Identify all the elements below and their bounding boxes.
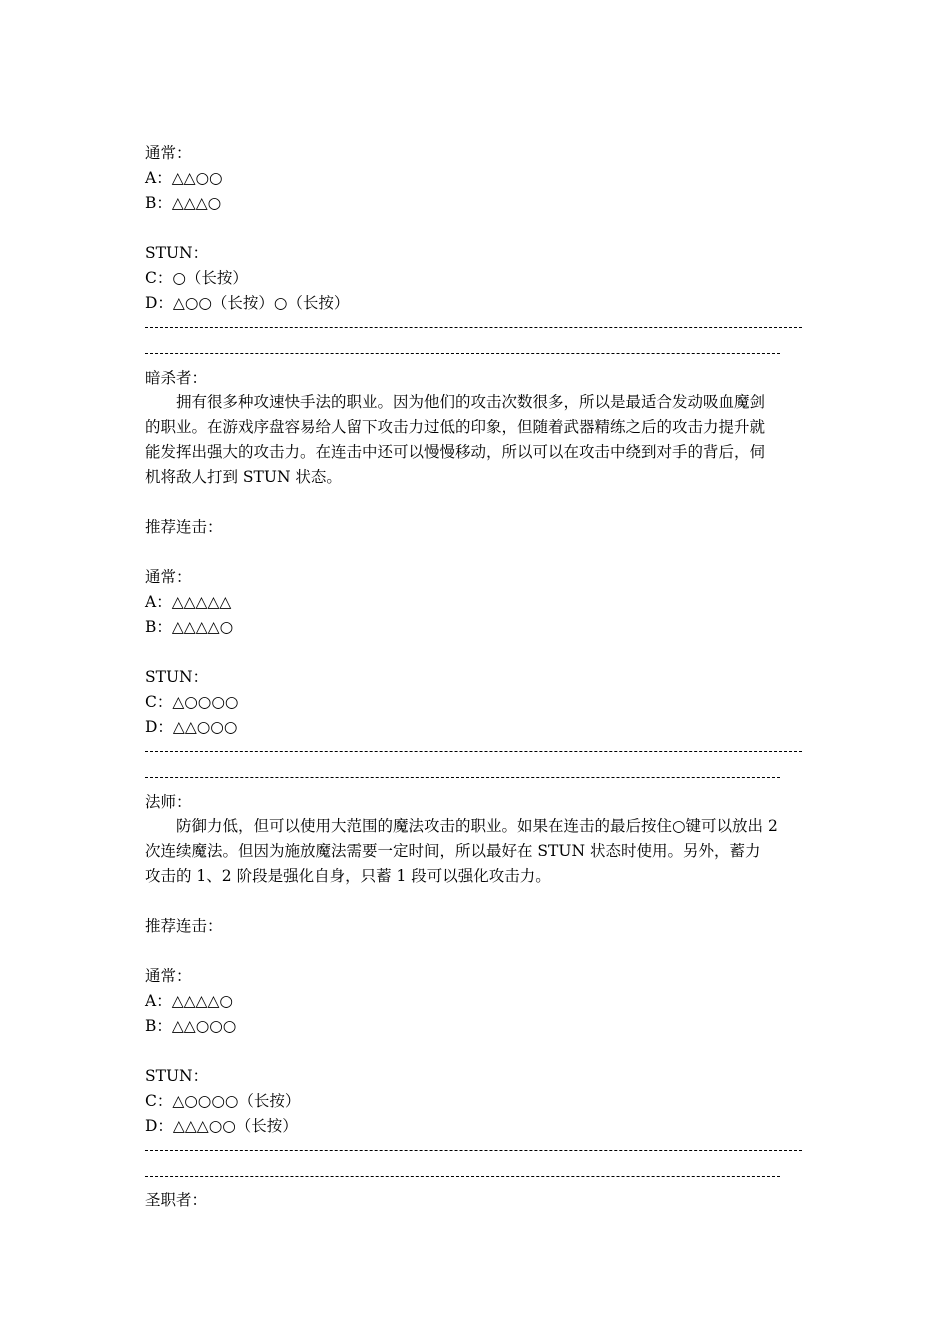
normal-label: 通常： <box>145 144 192 162</box>
section-title-mage: 法师： <box>145 793 192 811</box>
assassin-desc-line: 机将敌人打到 STUN 状态。 <box>145 468 342 486</box>
combo-c: C：△○○○○（长按） <box>145 1092 301 1110</box>
combo-a: A：△△○○ <box>145 169 223 187</box>
recommended-label: 推荐连击： <box>145 518 223 536</box>
divider <box>145 1176 780 1177</box>
section-title-priest: 圣职者： <box>145 1191 208 1209</box>
recommended-label: 推荐连击： <box>145 917 223 935</box>
divider <box>145 1150 802 1151</box>
divider <box>145 327 802 328</box>
normal-label: 通常： <box>145 568 192 586</box>
divider <box>145 751 802 752</box>
divider <box>145 353 780 354</box>
assassin-desc-line: 拥有很多种攻速快手法的职业。因为他们的攻击次数很多，所以是最适合发动吸血魔剑 <box>145 393 766 411</box>
mage-desc-line: 攻击的 1、2 阶段是强化自身，只蓄 1 段可以强化攻击力。 <box>145 867 551 885</box>
assassin-desc-line: 的职业。在游戏序盘容易给人留下攻击力过低的印象，但随着武器精练之后的攻击力提升就 <box>145 418 766 436</box>
combo-b: B：△△△△○ <box>145 618 234 636</box>
combo-b: B：△△△○ <box>145 194 222 212</box>
combo-c: C：○（长按） <box>145 269 248 287</box>
combo-d: D：△△△○○（长按） <box>145 1117 298 1135</box>
stun-label: STUN： <box>145 668 209 686</box>
mage-desc-line: 次连续魔法。但因为施放魔法需要一定时间，所以最好在 STUN 状态时使用。另外，蓄力 <box>145 842 761 860</box>
mage-desc-line: 防御力低，但可以使用大范围的魔法攻击的职业。如果在连击的最后按住○键可以放出 2 <box>145 817 778 835</box>
stun-label: STUN： <box>145 1067 209 1085</box>
divider <box>145 777 780 778</box>
combo-b: B：△△○○○ <box>145 1017 237 1035</box>
normal-label: 通常： <box>145 967 192 985</box>
section-title-assassin: 暗杀者： <box>145 369 208 387</box>
combo-a: A：△△△△△ <box>145 593 232 611</box>
combo-d: D：△○○（长按）○（长按） <box>145 294 350 312</box>
combo-a: A：△△△△○ <box>145 992 233 1010</box>
combo-d: D：△△○○○ <box>145 718 238 736</box>
combo-c: C：△○○○○ <box>145 693 239 711</box>
stun-label: STUN： <box>145 244 209 262</box>
assassin-desc-line: 能发挥出强大的攻击力。在连击中还可以慢慢移动，所以可以在攻击中绕到对手的背后，伺 <box>145 443 766 461</box>
